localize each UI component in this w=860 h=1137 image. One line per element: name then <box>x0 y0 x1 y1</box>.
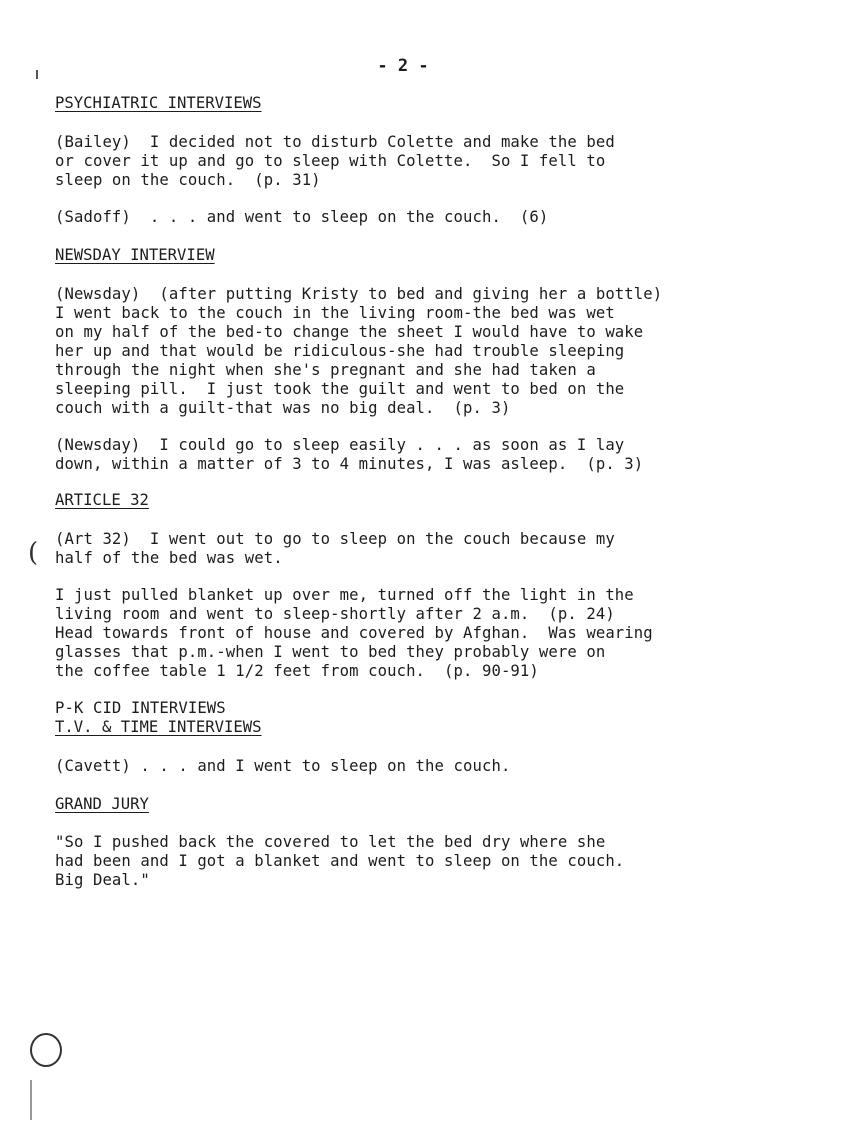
page-number: - 2 - <box>377 56 429 76</box>
paragraph-grand-jury: "So I pushed back the covered to let the bed dry where she had been and I got a blanket and went to sleep on the couch. Big Deal." <box>55 833 625 889</box>
paragraph-bailey: (Bailey) I decided not to disturb Colette and make the bed or cover it up and go to sleep with Colette. So I fell to sleep on the couch. (p. 31) <box>55 133 615 189</box>
paragraph-cavett: (Cavett) . . . and I went to sleep on the couch. <box>55 757 511 775</box>
paragraph-art32-1: (Art 32) I went out to go to sleep on the couch because my half of the bed was wet. <box>55 530 615 567</box>
heading-pk-cid-interviews: P-K CID INTERVIEWS <box>55 699 226 717</box>
handwritten-bracket-mark: ( <box>28 538 39 568</box>
heading-tv-time-interviews: T.V. & TIME INTERVIEWS <box>55 718 262 736</box>
heading-article-32: ARTICLE 32 <box>55 491 149 509</box>
paragraph-newsday-1: (Newsday) (after putting Kristy to bed and giving her a bottle) I went back to the couch in the living room-the bed was wet on my half of the bed-to change the sheet I would have to wake her up and that would be ridiculous-she had trouble sleeping through the night when she's pregnant and she had taken a sleeping pill. I just took the guilt and went to bed on the couch with a guilt-that was no big deal. (p. 3) <box>55 285 663 417</box>
paragraph-art32-2: I just pulled blanket up over me, turned off the light in the living room and went to sleep-shortly after 2 a.m. (p. 24) Head towards front of house and covered by Afghan. Was wearing glasses that p.m.-when I went to bed they probably were on the coffee table 1 1/2 feet from couch. (p. 90-91) <box>55 586 653 680</box>
heading-grand-jury: GRAND JURY <box>55 795 149 813</box>
handwritten-circle-mark <box>30 1033 62 1067</box>
margin-tick-mark <box>36 70 38 79</box>
margin-scan-line <box>30 1080 32 1120</box>
heading-psychiatric-interviews: PSYCHIATRIC INTERVIEWS <box>55 94 262 112</box>
paragraph-newsday-2: (Newsday) I could go to sleep easily . . . as soon as I lay down, within a matter of 3 to 4 minutes, I was asleep. (p. 3) <box>55 436 644 473</box>
heading-newsday-interview: NEWSDAY INTERVIEW <box>55 246 215 264</box>
paragraph-sadoff: (Sadoff) . . . and went to sleep on the couch. (6) <box>55 208 549 226</box>
